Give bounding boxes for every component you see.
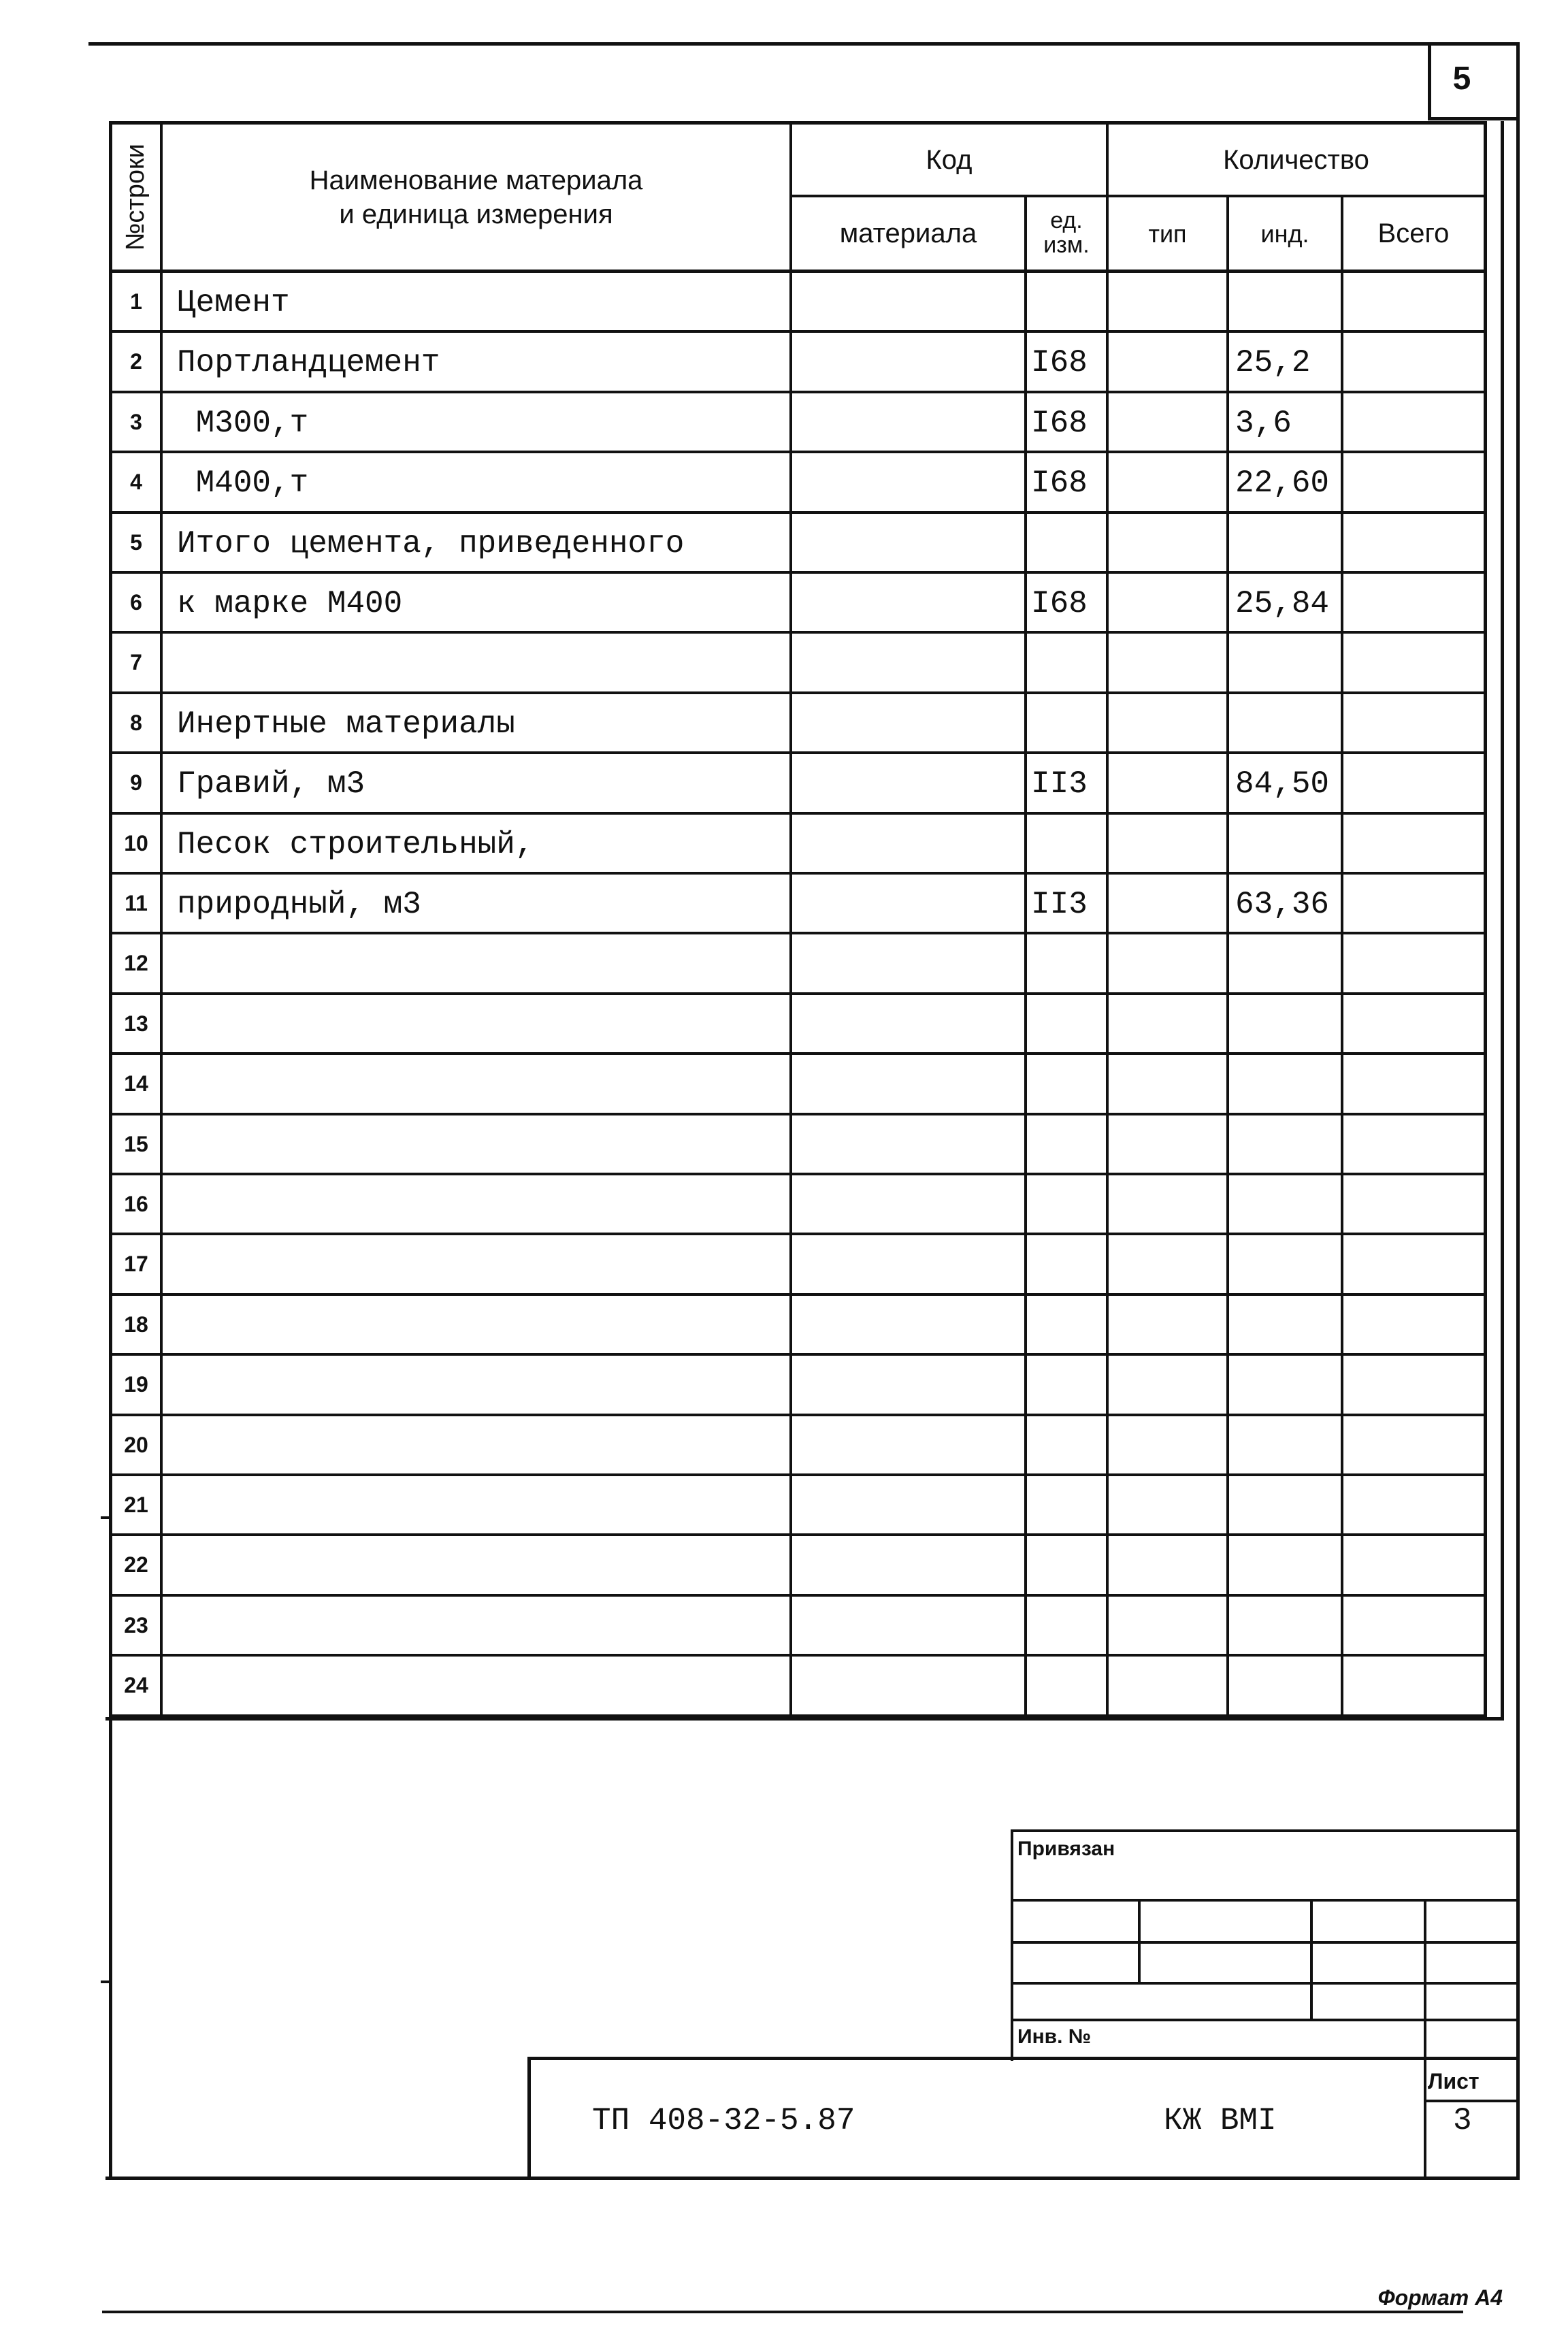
row-number: 21 [124, 1493, 148, 1517]
row-number: 19 [124, 1372, 148, 1397]
unit-code-cell: I68 [1031, 345, 1088, 381]
material-name-cell: природный, м3 [177, 887, 421, 922]
attached-line-4 [1011, 2019, 1518, 2021]
material-name-cell: Гравий, м3 [177, 766, 365, 802]
materials-table [109, 121, 1484, 1721]
row-number: 10 [124, 830, 148, 855]
row-separator [109, 631, 1487, 634]
header-ind: инд. [1260, 219, 1309, 248]
ind-quantity-cell: 63,36 [1235, 887, 1330, 922]
row-number: 13 [124, 1011, 148, 1036]
sheet-number: 3 [1453, 2103, 1472, 2138]
format-label: Формат А4 [1377, 2285, 1503, 2310]
unit-code-cell: I68 [1031, 466, 1088, 502]
header-row-no-cell [112, 125, 160, 270]
row-separator [109, 1594, 1487, 1597]
unit-code-cell: II3 [1031, 766, 1088, 802]
header-unit-cell [1027, 197, 1106, 270]
row-number: 1 [130, 289, 142, 314]
row-separator [109, 932, 1487, 934]
title-block-left [527, 2057, 531, 2179]
material-name-cell: М300,т [177, 405, 309, 441]
row-number: 20 [124, 1432, 148, 1457]
header-unit-line2: изм. [1043, 232, 1090, 258]
row-number: 3 [130, 409, 142, 434]
row-number: 22 [124, 1552, 148, 1578]
title-block-top [527, 2057, 1518, 2060]
header-quantity: Количество [1223, 144, 1369, 175]
row-number: 14 [124, 1071, 148, 1096]
material-name-cell: Портландцемент [177, 345, 440, 381]
row-number: 12 [124, 951, 148, 976]
bottom-rule [102, 2311, 1463, 2313]
attached-col-3 [1424, 1899, 1426, 2178]
sheet-label: Лист [1428, 2069, 1480, 2093]
lower-frame-bottom [105, 2177, 1520, 2180]
row-separator [109, 391, 1487, 393]
frame-right [1516, 42, 1520, 2179]
row-separator [109, 1414, 1487, 1416]
material-name-cell: Цемент [177, 285, 290, 321]
row-separator [109, 1714, 1487, 1717]
row-separator [109, 330, 1487, 333]
row-separator [109, 751, 1487, 754]
page-number: 5 [1452, 61, 1471, 97]
material-name-cell: М400,т [177, 466, 309, 502]
header-total: Всего [1377, 218, 1450, 248]
row-separator [109, 451, 1487, 453]
row-separator [109, 691, 1487, 694]
row-separator [109, 1473, 1487, 1476]
header-row-no: №строки [121, 143, 150, 251]
row-number: 18 [124, 1311, 148, 1337]
material-name-cell: Песок строительный, [177, 826, 534, 862]
attached-line-1 [1011, 1899, 1518, 1902]
row-number: 11 [125, 891, 148, 915]
row-separator [109, 1173, 1487, 1175]
attached-left [1011, 1829, 1013, 2061]
row-separator [109, 992, 1487, 995]
document-mark: КЖ ВМI [1164, 2103, 1277, 2138]
inv-no-label: Инв. № [1017, 2025, 1092, 2048]
sheet-divider [1424, 2100, 1519, 2102]
attached-line-3 [1011, 1982, 1518, 1985]
unit-code-cell: I68 [1031, 586, 1088, 621]
attached-label: Привязан [1017, 1838, 1115, 1860]
row-separator [109, 1113, 1487, 1115]
row-separator [109, 571, 1487, 574]
row-separator [109, 1533, 1487, 1536]
row-number: 7 [130, 650, 142, 675]
row-separator [109, 872, 1487, 875]
header-name-line2: и единица измерения [339, 199, 613, 229]
lower-frame-left [109, 1717, 112, 2180]
row-separator [109, 1233, 1487, 1235]
table-body [109, 273, 1487, 1717]
material-name-cell: Итого цемента, приведенного [177, 525, 685, 561]
ind-quantity-cell: 25,84 [1235, 586, 1330, 621]
header-name-line1: Наименование материала [309, 165, 643, 195]
ind-quantity-cell: 84,50 [1235, 766, 1330, 802]
row-number: 8 [130, 710, 142, 735]
ind-quantity-cell: 22,60 [1235, 466, 1330, 502]
row-separator [109, 1654, 1487, 1657]
header-type: тип [1148, 219, 1187, 248]
header-code: Код [926, 144, 973, 175]
row-number: 17 [124, 1252, 148, 1277]
material-name-cell: Инертные материалы [177, 706, 515, 742]
row-separator [109, 1052, 1487, 1055]
document-code: ТП 408-32-5.87 [592, 2103, 855, 2138]
attached-line-2 [1011, 1941, 1518, 1944]
row-separator [109, 812, 1487, 815]
row-number: 5 [130, 529, 142, 555]
material-name-cell: к марке М400 [177, 586, 403, 621]
table-region-bottom [105, 1717, 1504, 1721]
header-unit-line1: ед. [1050, 208, 1083, 234]
ind-quantity-cell: 25,2 [1235, 345, 1311, 381]
unit-code-cell: I68 [1031, 405, 1088, 441]
ind-quantity-cell: 3,6 [1235, 405, 1292, 441]
frame-inner-right [1501, 121, 1504, 1717]
row-number: 6 [130, 590, 142, 615]
row-number: 15 [124, 1131, 148, 1156]
row-separator [109, 1353, 1487, 1356]
top-rule [88, 42, 1518, 46]
row-separator [109, 1293, 1487, 1296]
row-number: 24 [124, 1673, 148, 1698]
row-number: 16 [124, 1192, 148, 1216]
header-name-cell [163, 125, 789, 270]
attached-col-2 [1310, 1899, 1313, 2021]
row-number: 4 [130, 470, 142, 495]
row-number: 9 [130, 770, 142, 796]
unit-code-cell: II3 [1031, 887, 1088, 922]
row-separator [109, 511, 1487, 514]
attached-top [1011, 1829, 1518, 1832]
header-material: материала [839, 218, 977, 248]
attached-col-1 [1138, 1899, 1141, 1984]
row-number: 23 [124, 1612, 148, 1637]
row-number: 2 [130, 349, 142, 374]
